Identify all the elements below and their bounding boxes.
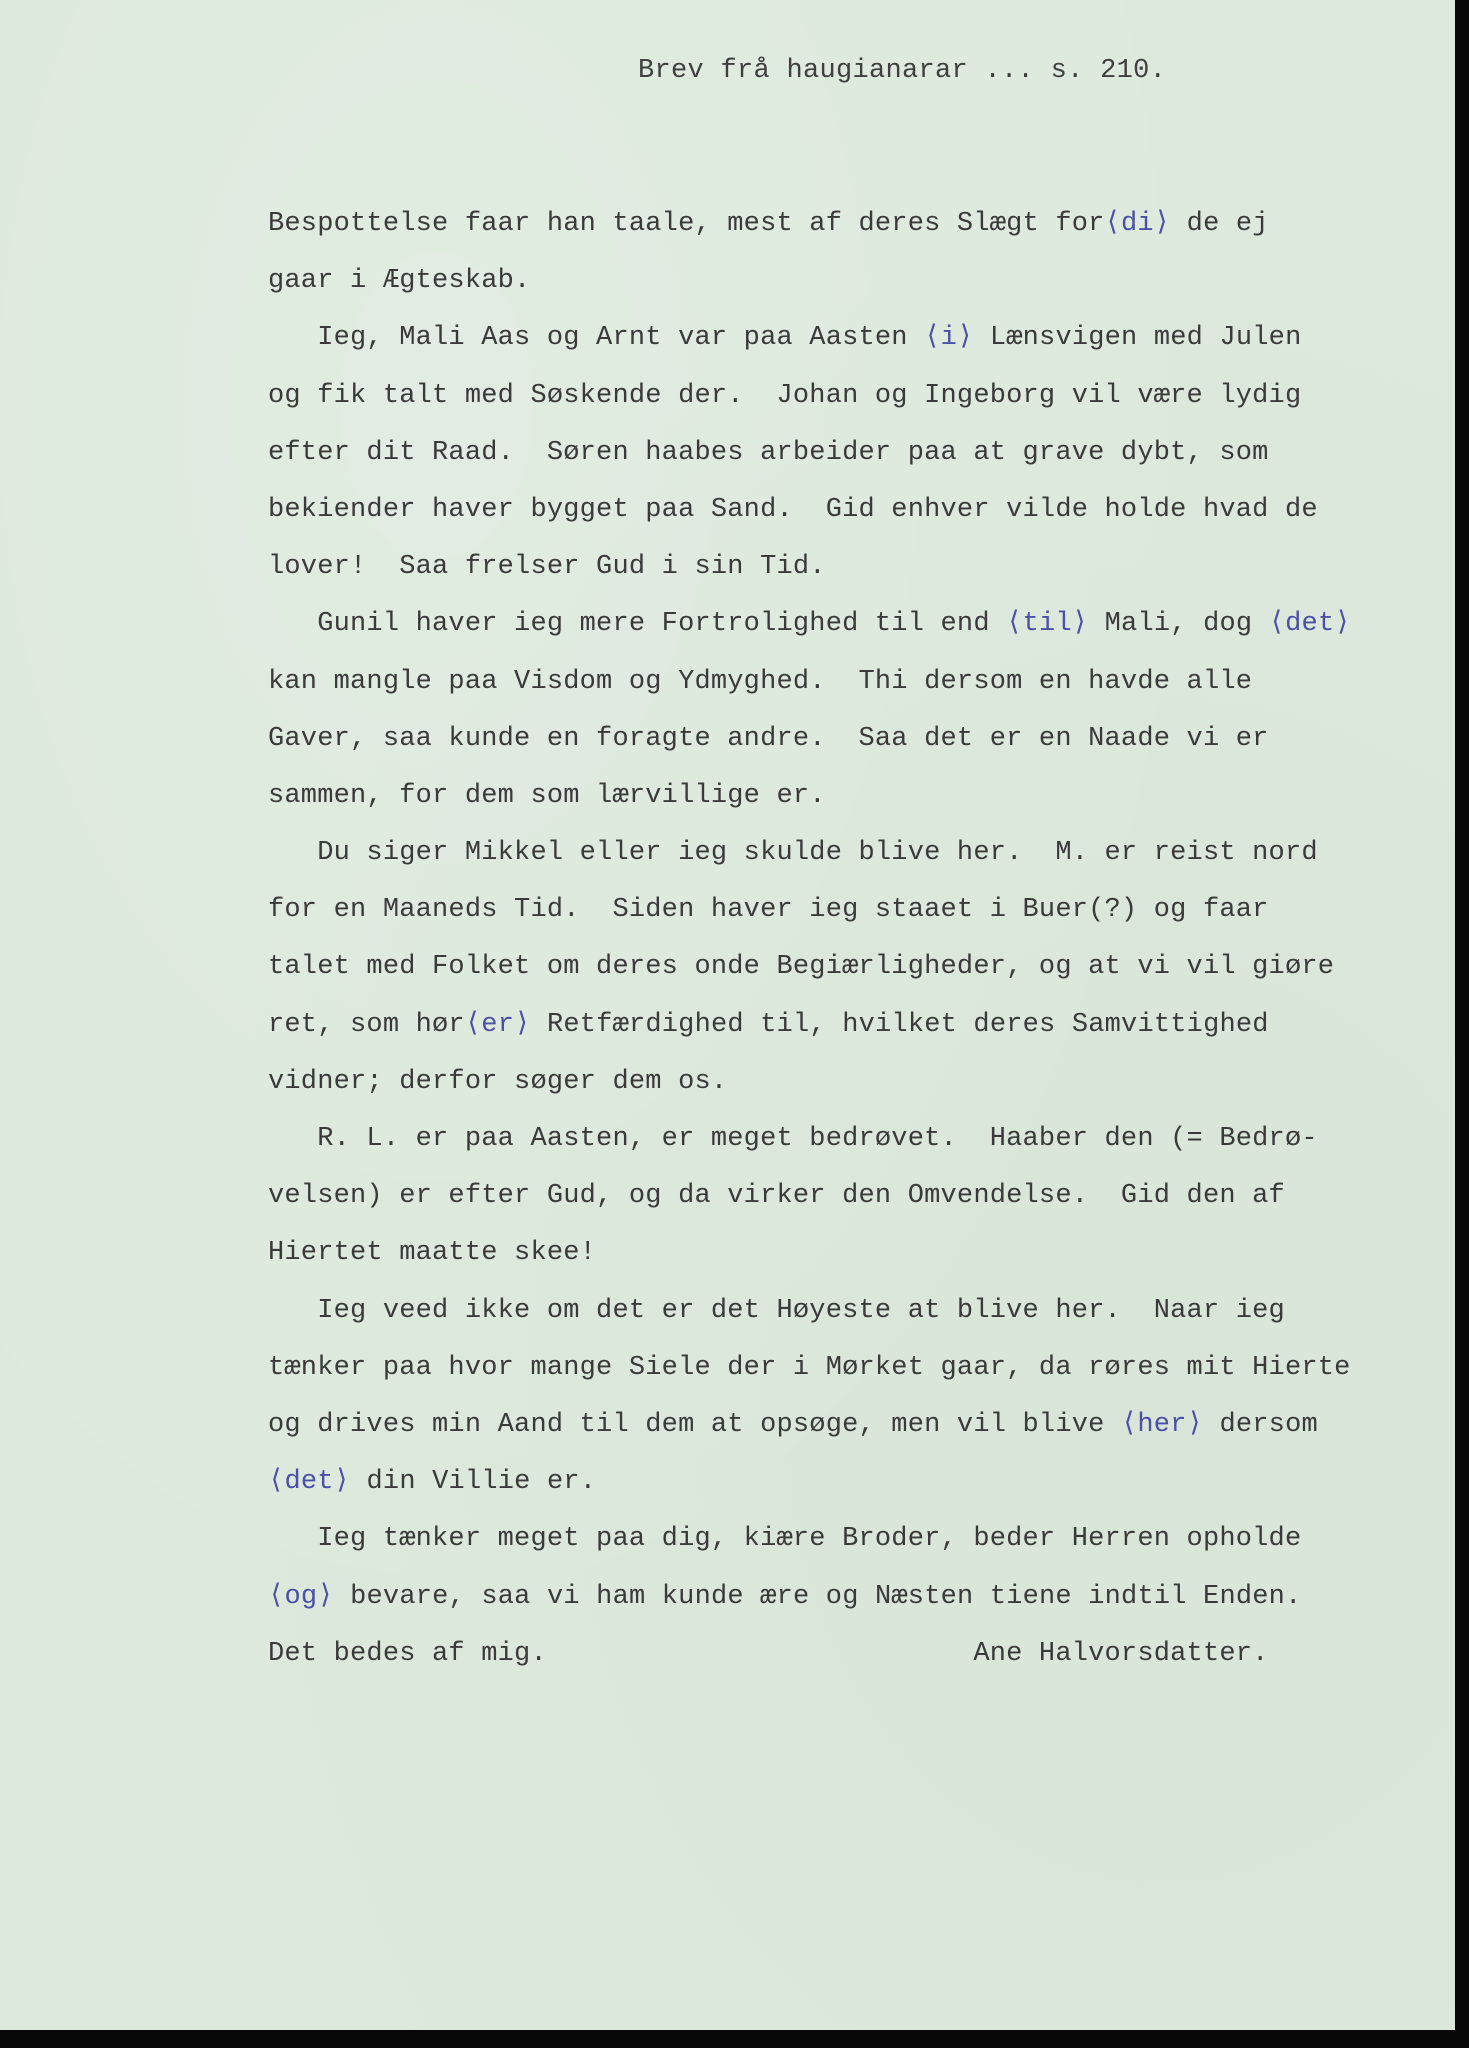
text-line xyxy=(268,539,1448,596)
handwritten-insertion: ⟨di⟩ xyxy=(1104,209,1171,239)
handwritten-insertion: ⟨og⟩ xyxy=(268,1581,334,1612)
text-segment: bevare, saa vi ham kunde ære og Næsten tiene indtil Enden. xyxy=(333,1581,1302,1612)
text-line xyxy=(268,882,1448,939)
text-segment: og fik talt med Søskende der. Johan og Ingeborg vil være lydig xyxy=(268,380,1302,411)
text-segment: talet med Folket om deres onde Begiærligheder, og at vi vil giøre xyxy=(268,952,1335,983)
text-line xyxy=(268,768,1448,825)
text-segment: vidner; derfor søger dem os. xyxy=(268,1066,728,1097)
handwritten-insertion: ⟨til⟩ xyxy=(1006,609,1089,640)
text-line xyxy=(268,1454,1448,1511)
text-segment: tænker paa hvor mange Siele der i Mørket gaar, da røres mit Hierte xyxy=(268,1352,1351,1383)
text-segment: dersom xyxy=(1203,1409,1318,1440)
text-line xyxy=(268,1168,1448,1225)
text-segment: Lænsvigen med Julen xyxy=(973,323,1302,354)
text-segment: efter dit Raad. Søren haabes arbeider paa at grave dybt, som xyxy=(268,437,1269,468)
text-segment: for en Maaneds Tid. Siden haver ieg staaet i Buer(?) og faar xyxy=(268,895,1269,926)
text-segment: Gunil haver ieg mere Fortrolighed til end xyxy=(268,609,1007,640)
text-line xyxy=(268,1626,1448,1683)
text-segment: lover! Saa frelser Gud i sin Tid. xyxy=(268,552,826,583)
text-segment: R. L. er paa Aasten, er meget bedrøvet. Haaber den (= Bedrø- xyxy=(268,1124,1318,1154)
text-line xyxy=(268,939,1448,996)
text-segment: gaar i Ægteskab. xyxy=(268,266,531,297)
text-segment: de ej xyxy=(1170,209,1269,239)
page-header: Brev frå haugianarar ... s. 210. xyxy=(638,56,1167,86)
text-segment: Hiertet maatte skee! xyxy=(268,1238,597,1269)
text-segment: ret, som hør xyxy=(268,1009,465,1040)
text-line xyxy=(268,654,1448,711)
text-segment: bekiender haver bygget paa Sand. Gid enhver vilde holde hvad de xyxy=(268,494,1318,525)
handwritten-insertion: ⟨det⟩ xyxy=(1268,609,1351,640)
text-line xyxy=(268,1340,1448,1397)
text-segment: kan mangle paa Visdom og Ydmyghed. Thi dersom en havde alle xyxy=(268,666,1253,697)
text-line xyxy=(268,368,1448,425)
text-segment: Retfærdighed til, hvilket deres Samvittighed xyxy=(530,1009,1269,1040)
text-line xyxy=(268,711,1448,768)
text-line xyxy=(268,1283,1448,1340)
text-segment: Ieg veed ikke om det er det Høyeste at blive her. Naar ieg xyxy=(268,1295,1285,1326)
handwritten-insertion: ⟨i⟩ xyxy=(924,323,974,354)
handwritten-insertion: ⟨her⟩ xyxy=(1120,1409,1204,1440)
text-segment: sammen, for dem som lærvillige er. xyxy=(268,780,826,811)
text-line xyxy=(268,1569,1448,1626)
text-segment: Bespottelse faar han taale, mest af deres Slægt for xyxy=(268,209,1105,239)
text-line xyxy=(268,482,1448,539)
text-line xyxy=(268,196,1448,253)
text-line xyxy=(268,253,1448,310)
text-segment: velsen) er efter Gud, og da virker den Omvendelse. Gid den af xyxy=(268,1181,1285,1212)
text-line xyxy=(268,997,1448,1054)
text-line xyxy=(268,1397,1448,1454)
text-segment: din Villie er. xyxy=(350,1467,597,1498)
text-line xyxy=(268,825,1448,882)
text-line xyxy=(268,1111,1448,1168)
text-line xyxy=(268,596,1448,653)
text-line xyxy=(268,310,1448,367)
text-segment: Ieg tænker meget paa dig, kiære Broder, beder Herren opholde xyxy=(268,1524,1302,1555)
text-line xyxy=(268,1054,1448,1111)
handwritten-insertion: ⟨det⟩ xyxy=(268,1467,351,1498)
text-segment: Ieg, Mali Aas og Arnt var paa Aasten xyxy=(268,323,925,354)
text-segment: Gaver, saa kunde en foragte andre. Saa det er en Naade vi er xyxy=(268,723,1269,754)
text-line xyxy=(268,1225,1448,1282)
text-line xyxy=(268,425,1448,482)
letter-body xyxy=(268,196,1448,1683)
text-segment: og drives min Aand til dem at opsøge, men vil blive xyxy=(268,1409,1121,1440)
text-segment: Mali, dog xyxy=(1088,609,1269,640)
text-line xyxy=(268,1511,1448,1568)
text-segment: Det bedes af mig. Ane Halvorsdatter. xyxy=(268,1638,1269,1669)
text-segment: Du siger Mikkel eller ieg skulde blive her. M. er reist nord xyxy=(268,838,1318,869)
handwritten-insertion: ⟨er⟩ xyxy=(464,1009,531,1040)
